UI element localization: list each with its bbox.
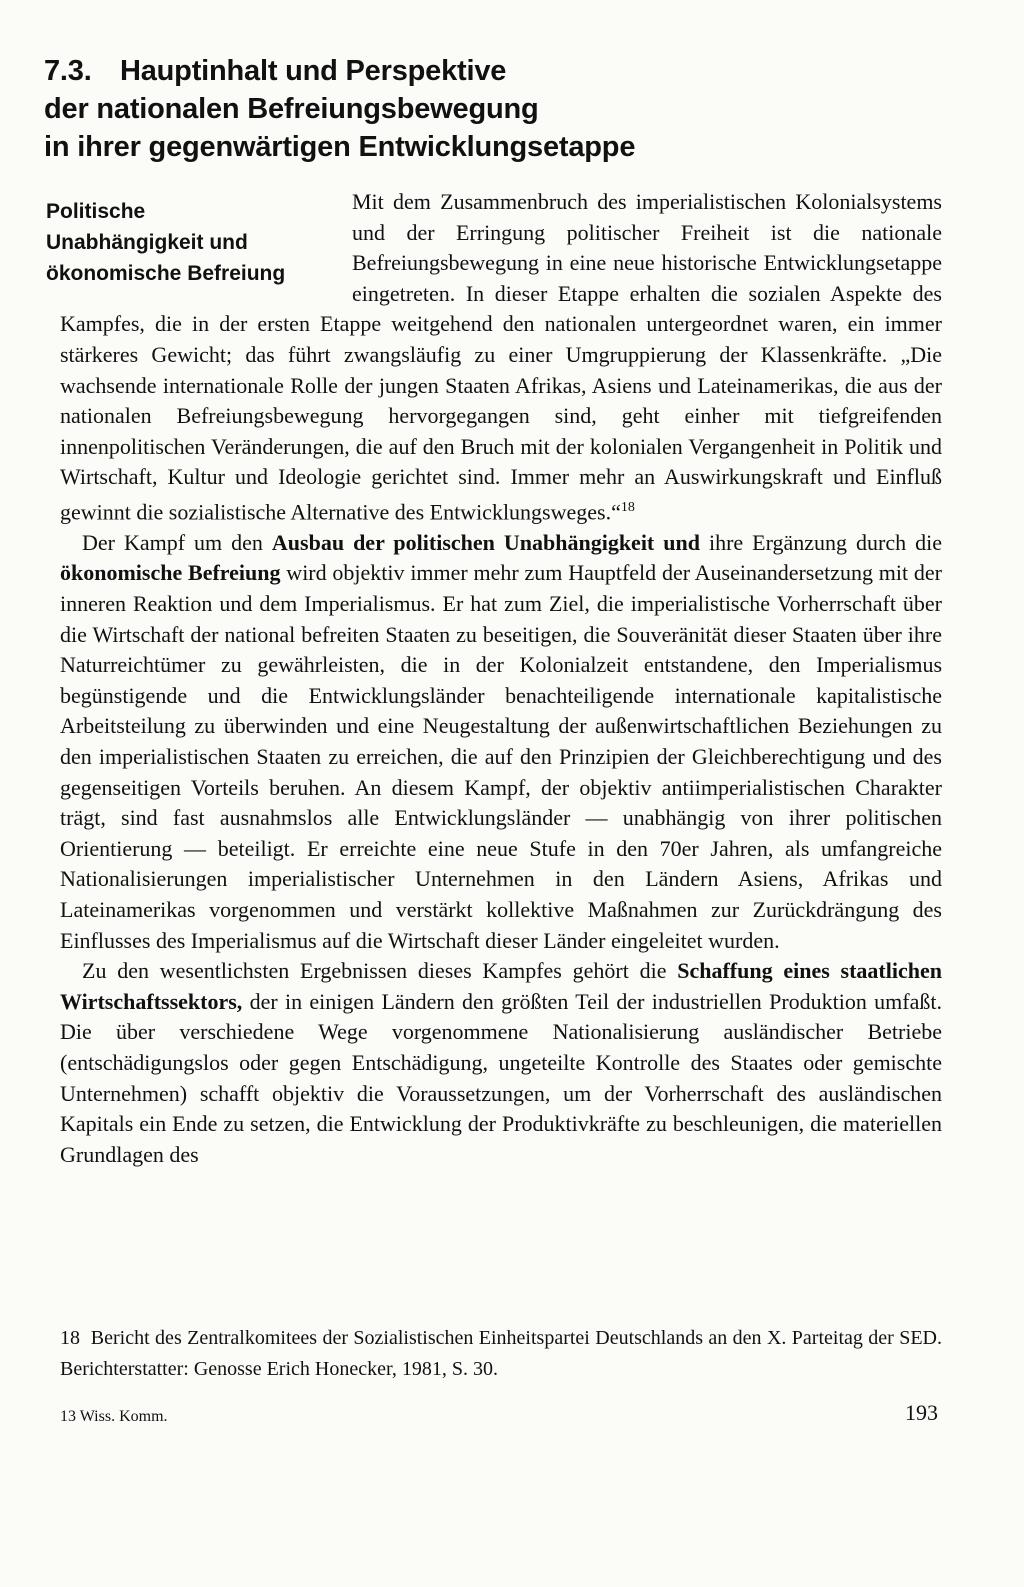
paragraph-3-text: Zu den wesentlichsten Ergebnissen dieses Kampfes gehört die: [82, 958, 678, 984]
margin-heading-line-2: Unabhängigkeit und: [46, 231, 248, 254]
page-number: 193: [905, 1400, 938, 1425]
heading-line-3: in ihrer gegenwärtigen Entwicklungsetappe: [44, 131, 636, 163]
paragraph-2: [60, 528, 942, 956]
footnote-reference: 18: [620, 499, 635, 515]
emphasis-political-independence: Ausbau der politischen Unabhängigkeit und: [271, 529, 700, 555]
paragraph-2-text: Der Kampf um den: [82, 529, 272, 555]
margin-heading-line-1: Politische: [46, 200, 146, 223]
margin-heading-line-3: ökonomische Befreiung: [46, 262, 286, 285]
body-text: [60, 187, 942, 1170]
emphasis-economic-liberation: ökonomische Befreiung: [60, 560, 281, 586]
paragraph-2-text: ihre Ergänzung durch die: [699, 529, 942, 555]
footnote-text: Bericht des Zentralkomitees der Sozialistischen Einheitspartei Deutschlands an den X. Parteitag der SED. Berichterstatter: Genosse Erich Honecker, 1981, S. 30.: [60, 1327, 942, 1380]
heading-line-2: der nationalen Befreiungsbewegung: [44, 93, 539, 125]
emphasis-state-sector: Schaffung eines staatlichen Wirtschaftssektors,: [60, 958, 942, 1014]
paragraph-3: [60, 956, 942, 1170]
footnote: [60, 1323, 942, 1385]
section-heading: [44, 52, 944, 166]
footnote-number: 18: [60, 1327, 80, 1349]
heading-line-1: Hauptinhalt und Perspektive: [120, 55, 507, 87]
printer-signature: 13 Wiss. Komm.: [60, 1408, 168, 1425]
paragraph-2-text: wird objektiv immer mehr zum Hauptfeld der Auseinandersetzung mit der inneren Reaktion und dem Imperialismus. Er hat zum Ziel, die imperialistische Vorherrschaft über die Wirtschaft der national befreiten Staaten zu beseitigen, die Souveränität dieser Staaten über ihre Naturreichtümer zu gewährleisten, die in der Kolonialzeit entstandene, den Imperialismus begünstigende und die Entwicklungsländer benachteiligende internationale kapitalistische Arbeitsteilung zu überwinden und eine Neugestaltung der außenwirtschaftlichen Beziehungen zu den imperialistischen Staaten zu erreichen, die auf den Prinzipien der Gleichberechtigung und des gegenseitigen Vorteils beruhen. An diesem Kampf, der objektiv antiimperialistischen Charakter trägt, sind fast ausnahmslos alle Entwicklungsländer — unabhängig von ihrer politischen Orientierung — beteiligt. Er erreichte eine neue Stufe in den 70er Jahren, als umfangreiche Nationalisierungen imperialistischer Unternehmen in den Ländern Asiens, Afrikas und Lateinamerikas vorgenommen und verstärkt kollektive Maßnahmen zur Zurückdrängung des Einflusses des Imperialismus auf die Wirtschaft dieser Länder eingeleitet wurden.: [60, 560, 943, 953]
paragraph-3-text: der in einigen Ländern den größten Teil der industriellen Produktion umfaßt. Die über verschiedene Wege vorgenommene Nationalisierung ausländischer Betriebe (entschädigungslos oder gegen Entschädigung, ungeteilte Kontrolle des Staates oder gemischte Unternehmen) schafft objektiv die Voraussetzungen, um der Vorherrschaft des ausländischen Kapitals ein Ende zu setzen, die Entwicklung der Produktivkräfte zu beschleunigen, die materiellen Grundlagen des: [60, 988, 942, 1167]
paragraph-1-text: Mit dem Zusammenbruch des imperialistischen Kolonialsystems und der Erringung politischer Freiheit ist die nationale Befreiungsbewegung in eine neue historische Entwicklungsetappe eingetreten. In dieser Etappe erhalten die sozialen Aspekte des Kampfes, die in der ersten Etappe weitgehend den nationalen untergeordnet waren, ein immer stärkeres Gewicht; das führt zwangsläufig zu einer Umgruppierung der Klassenkräfte. „Die wachsende internationale Rolle der jungen Staaten Afrikas, Asiens und Lateinamerikas, die aus der nationalen Befreiungsbewegung hervorgegangen sind, geht einher mit tiefgreifenden innenpolitischen Veränderungen, die auf den Bruch mit der kolonialen Vergangenheit in Politik und Wirtschaft, Kultur und Ideologie gerichtet sind. Immer mehr an Auswirkungskraft und Einfluß gewinnt die sozialistische Alternative des Entwicklungsweges.“: [60, 189, 942, 525]
section-number: 7.3.: [44, 55, 92, 87]
